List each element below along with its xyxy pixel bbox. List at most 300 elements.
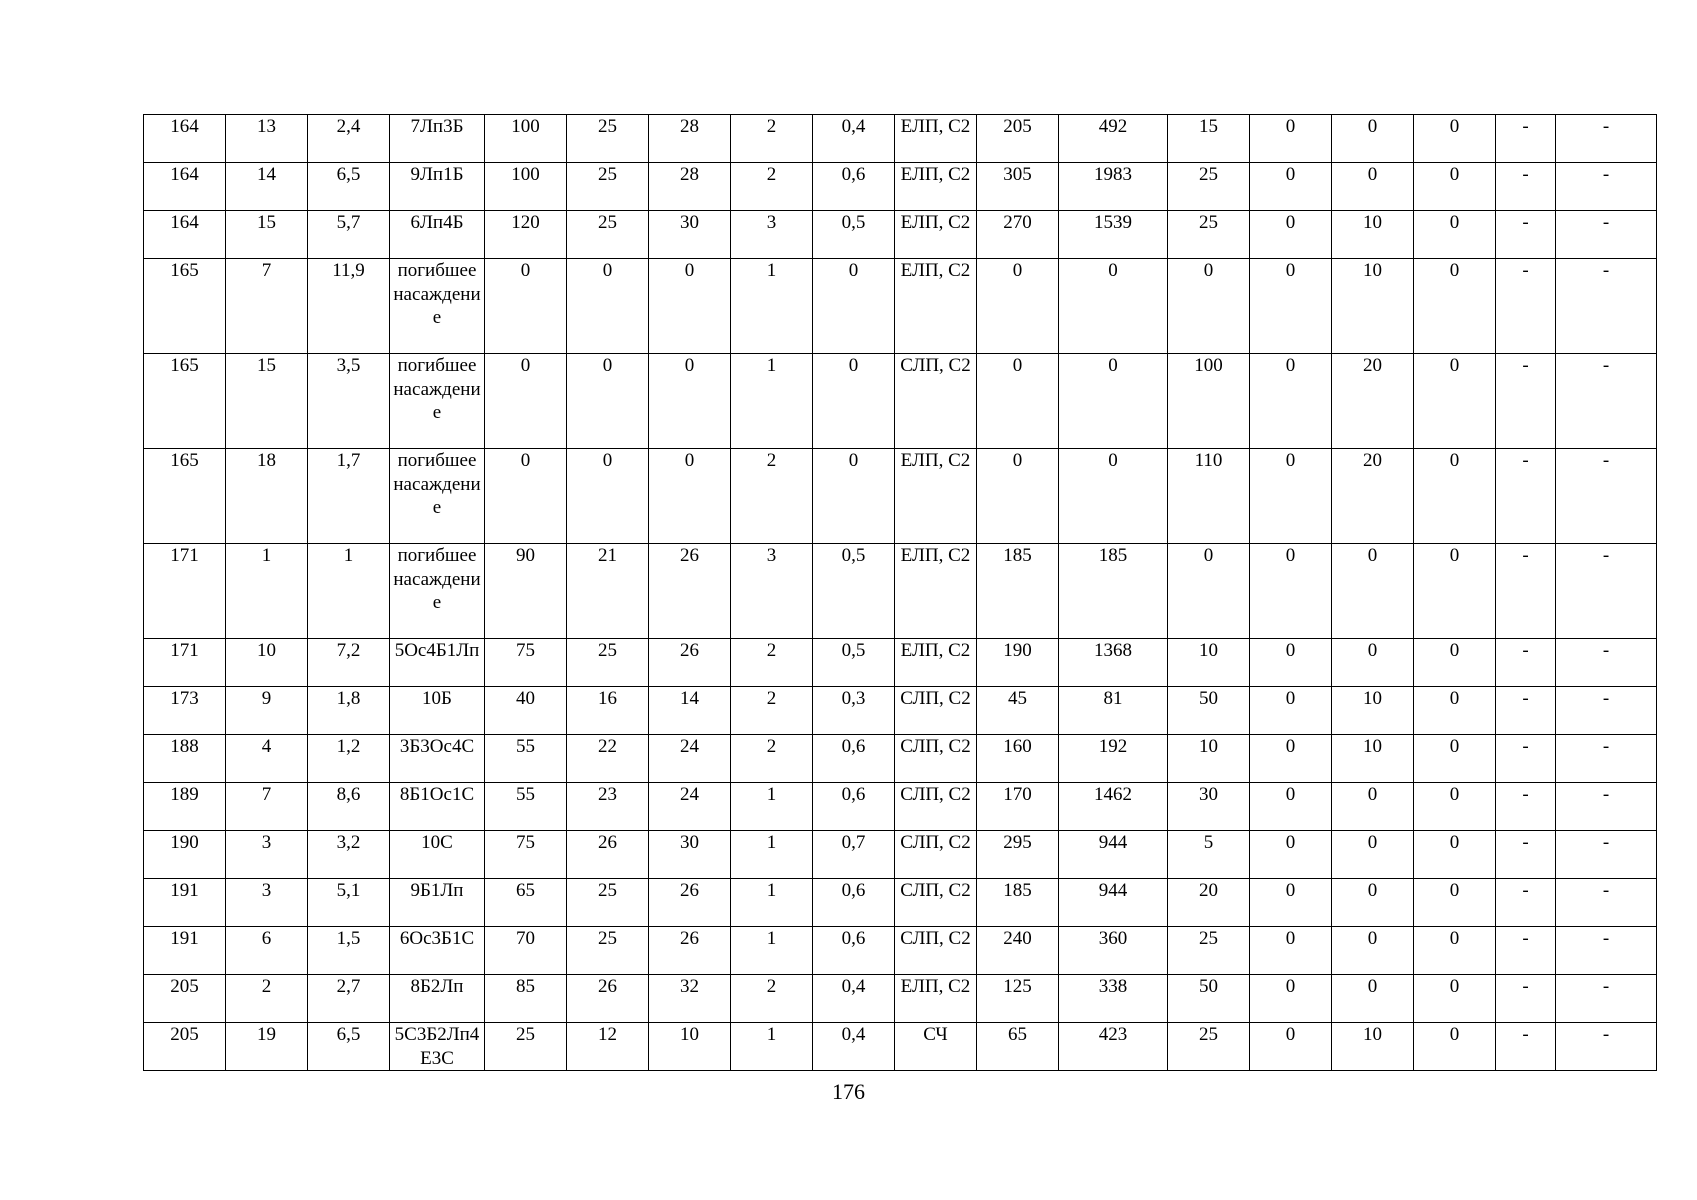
table-cell: 15 [1168,115,1250,163]
table-cell: 70 [485,927,567,975]
table-cell: погибшее насаждение [390,259,485,354]
table-row [144,354,1657,449]
table-cell: 3 [731,211,813,259]
table-cell: 120 [485,211,567,259]
table-cell: 0 [1059,354,1168,449]
table-cell: 23 [567,783,649,831]
table-row [144,687,1657,735]
table-cell: 0 [813,449,895,544]
table-cell: - [1496,1023,1556,1071]
table-cell: 55 [485,735,567,783]
table-cell: - [1496,354,1556,449]
table-cell: 185 [977,879,1059,927]
table-cell: 4 [226,735,308,783]
table-cell: СЛП, С2 [895,783,977,831]
table-cell: 0 [1414,354,1496,449]
table-cell: 125 [977,975,1059,1023]
table-cell: - [1556,115,1657,163]
table-cell: 944 [1059,879,1168,927]
table-cell: ЕЛП, С2 [895,211,977,259]
table-cell: 0 [1332,831,1414,879]
table-cell: 25 [567,115,649,163]
table-cell: 15 [226,211,308,259]
table-cell: 10Б [390,687,485,735]
table-cell: - [1496,115,1556,163]
table-cell: 1,2 [308,735,390,783]
table-cell: 0 [649,449,731,544]
table-cell: 1 [731,1023,813,1071]
table-cell: 3,5 [308,354,390,449]
table-cell: 1368 [1059,639,1168,687]
table-row [144,639,1657,687]
table-cell: - [1496,975,1556,1023]
table-cell: 6,5 [308,1023,390,1071]
table-cell: СЛП, С2 [895,687,977,735]
table-cell: 0 [649,259,731,354]
table-cell: 1 [731,783,813,831]
table-cell: 6Ос3Б1С [390,927,485,975]
table-cell: погибшее насаждение [390,449,485,544]
table-cell: 10 [1168,735,1250,783]
table-cell: 0 [1168,544,1250,639]
table-cell: 0 [1059,259,1168,354]
table-cell: 164 [144,115,226,163]
table-cell: 1462 [1059,783,1168,831]
table-cell: - [1556,1023,1657,1071]
table-cell: - [1556,831,1657,879]
table-cell: 0 [1414,975,1496,1023]
table-cell: 0 [1250,211,1332,259]
table-cell: 26 [567,831,649,879]
table-cell: СЛП, С2 [895,354,977,449]
table-row [144,1023,1657,1071]
table-cell: 189 [144,783,226,831]
table-cell: СЛП, С2 [895,831,977,879]
table-cell: 40 [485,687,567,735]
table-cell: 0 [1332,163,1414,211]
table-cell: ЕЛП, С2 [895,449,977,544]
table-row [144,975,1657,1023]
table-cell: - [1556,259,1657,354]
table-cell: 21 [567,544,649,639]
table-cell: 6 [226,927,308,975]
table-cell: 1 [226,544,308,639]
table-cell: 5 [1168,831,1250,879]
table-cell: 9Лп1Б [390,163,485,211]
table-row [144,544,1657,639]
table-cell: 0 [1250,259,1332,354]
table-cell: СЛП, С2 [895,879,977,927]
table-cell: - [1556,449,1657,544]
table-cell: 2,4 [308,115,390,163]
table-cell: - [1556,163,1657,211]
table-cell: - [1496,783,1556,831]
table-cell: 0,4 [813,975,895,1023]
table-cell: 10 [1168,639,1250,687]
table-cell: 75 [485,831,567,879]
table-cell: 492 [1059,115,1168,163]
table-cell: 6Лп4Б [390,211,485,259]
table-cell: 0 [1250,975,1332,1023]
table-cell: 85 [485,975,567,1023]
table-cell: 0 [1250,163,1332,211]
table-cell: - [1496,831,1556,879]
table-cell: 0,6 [813,927,895,975]
table-cell: 0,6 [813,163,895,211]
table-cell: 0 [1414,783,1496,831]
table-cell: - [1496,687,1556,735]
table-cell: - [1496,639,1556,687]
table-cell: 0,6 [813,735,895,783]
table-cell: 1 [731,927,813,975]
table-cell: 205 [144,975,226,1023]
table-cell: ЕЛП, С2 [895,975,977,1023]
table-cell: 3 [226,879,308,927]
table-cell: 28 [649,115,731,163]
table-body [144,115,1657,1071]
table-cell: 10С [390,831,485,879]
table-cell: 50 [1168,687,1250,735]
table-cell: 90 [485,544,567,639]
table-cell: 19 [226,1023,308,1071]
table-cell: 0 [567,354,649,449]
table-cell: 0 [813,259,895,354]
table-cell: 0 [1414,735,1496,783]
table-row [144,927,1657,975]
table-cell: ЕЛП, С2 [895,544,977,639]
table-cell: 5,7 [308,211,390,259]
data-table [143,114,1657,1071]
table-cell: 30 [649,831,731,879]
table-cell: 24 [649,783,731,831]
table-cell: - [1496,211,1556,259]
table-cell: 190 [977,639,1059,687]
table-cell: 0 [567,449,649,544]
table-row [144,735,1657,783]
table-cell: 65 [977,1023,1059,1071]
table-cell: 191 [144,879,226,927]
table-cell: 15 [226,354,308,449]
table-cell: СЛП, С2 [895,927,977,975]
table-cell: погибшее насаждение [390,354,485,449]
table-cell: 14 [649,687,731,735]
table-cell: 0 [977,354,1059,449]
table-cell: - [1556,783,1657,831]
table-cell: 100 [485,115,567,163]
table-cell: 0 [1414,449,1496,544]
table-cell: - [1556,354,1657,449]
table-cell: 0 [1250,449,1332,544]
table-cell: 0 [977,259,1059,354]
table-cell: 0 [567,259,649,354]
table-cell: 185 [977,544,1059,639]
table-cell: 165 [144,449,226,544]
table-cell: 25 [1168,163,1250,211]
table-cell: 0 [1059,449,1168,544]
table-cell: 10 [226,639,308,687]
table-cell: 205 [144,1023,226,1071]
table-cell: 50 [1168,975,1250,1023]
table-cell: 0,6 [813,783,895,831]
table-cell: ЕЛП, С2 [895,163,977,211]
table-cell: 2 [731,163,813,211]
table-cell: - [1556,975,1657,1023]
table-cell: 0,5 [813,639,895,687]
table-cell: 0 [1332,879,1414,927]
table-cell: 305 [977,163,1059,211]
table-cell: 191 [144,927,226,975]
table-cell: 65 [485,879,567,927]
table-cell: - [1556,544,1657,639]
table-cell: 24 [649,735,731,783]
table-cell: 185 [1059,544,1168,639]
table-cell: - [1496,163,1556,211]
table-row [144,783,1657,831]
table-cell: 2 [731,115,813,163]
table-cell: 1 [731,831,813,879]
table-cell: - [1496,259,1556,354]
table-cell: - [1496,449,1556,544]
table-cell: 0 [1250,687,1332,735]
table-cell: - [1556,735,1657,783]
table-cell: 0 [1414,259,1496,354]
table-cell: 25 [1168,1023,1250,1071]
table-cell: 7 [226,259,308,354]
table-cell: 1539 [1059,211,1168,259]
table-row [144,259,1657,354]
table-cell: 173 [144,687,226,735]
table-cell: 100 [485,163,567,211]
table-cell: 2 [731,735,813,783]
table-cell: 0 [1250,879,1332,927]
table-cell: 26 [649,879,731,927]
table-row [144,831,1657,879]
table-cell: - [1556,879,1657,927]
table-cell: 0,3 [813,687,895,735]
table-cell: 75 [485,639,567,687]
table-row [144,879,1657,927]
table-cell: 10 [1332,735,1414,783]
table-cell: 3 [226,831,308,879]
table-cell: 0 [1250,831,1332,879]
table-cell: 0 [1250,735,1332,783]
table-cell: 0 [1414,927,1496,975]
table-cell: 30 [649,211,731,259]
table-cell: 13 [226,115,308,163]
table-cell: - [1496,927,1556,975]
table-cell: 171 [144,639,226,687]
table-cell: 26 [649,544,731,639]
table-cell: - [1556,639,1657,687]
table-cell: 190 [144,831,226,879]
table-cell: - [1496,735,1556,783]
table-cell: 32 [649,975,731,1023]
table-row [144,449,1657,544]
table-cell: 0,4 [813,1023,895,1071]
table-cell: 10 [1332,259,1414,354]
table-cell: 0,7 [813,831,895,879]
table-cell: ЕЛП, С2 [895,259,977,354]
table-cell: 45 [977,687,1059,735]
table-cell: 55 [485,783,567,831]
table-cell: 5Ос4Б1Лп [390,639,485,687]
table-cell: 160 [977,735,1059,783]
table-cell: 100 [1168,354,1250,449]
table-cell: 171 [144,544,226,639]
table-cell: 110 [1168,449,1250,544]
table-cell: 10 [1332,211,1414,259]
table-cell: 3Б3Ос4С [390,735,485,783]
table-cell: 0,5 [813,544,895,639]
table-cell: - [1556,927,1657,975]
table-cell: 25 [567,927,649,975]
table-cell: 12 [567,1023,649,1071]
table-cell: 164 [144,211,226,259]
table-cell: 16 [567,687,649,735]
table-cell: 1,8 [308,687,390,735]
table-cell: 11,9 [308,259,390,354]
table-cell: 0 [1414,115,1496,163]
table-cell: 165 [144,354,226,449]
table-cell: 8Б2Лп [390,975,485,1023]
table-cell: 423 [1059,1023,1168,1071]
table-cell: 1 [731,354,813,449]
table-cell: 7 [226,783,308,831]
table-cell: 0 [1414,687,1496,735]
table-cell: 25 [1168,211,1250,259]
table-cell: 0 [1414,211,1496,259]
table-cell: СЛП, С2 [895,735,977,783]
table-cell: 0,4 [813,115,895,163]
table-cell: 0 [1332,783,1414,831]
table-cell: 14 [226,163,308,211]
table-cell: 1,5 [308,927,390,975]
table-cell: 205 [977,115,1059,163]
table-cell: 25 [567,879,649,927]
table-cell: погибшее насаждение [390,544,485,639]
table-row [144,163,1657,211]
table-cell: 25 [567,163,649,211]
table-cell: 0,6 [813,879,895,927]
table-cell: 5,1 [308,879,390,927]
table-cell: 0 [1168,259,1250,354]
table-cell: 0,5 [813,211,895,259]
table-cell: 0 [1250,783,1332,831]
table-cell: 10 [1332,687,1414,735]
table-cell: 0 [1250,639,1332,687]
table-cell: 20 [1332,449,1414,544]
table-cell: 26 [567,975,649,1023]
table-cell: 5С3Б2Лп4Е3С [390,1023,485,1071]
table-cell: 1983 [1059,163,1168,211]
table-cell: 0 [1250,544,1332,639]
table-cell: 26 [649,639,731,687]
table-cell: 1,7 [308,449,390,544]
table-cell: 0 [1332,639,1414,687]
table-cell: 10 [649,1023,731,1071]
table-cell: 7Лп3Б [390,115,485,163]
table-cell: 1 [731,259,813,354]
table-cell: 2,7 [308,975,390,1023]
table-cell: 6,5 [308,163,390,211]
table-cell: 0 [1414,639,1496,687]
table-cell: 28 [649,163,731,211]
table-cell: 20 [1332,354,1414,449]
table-row [144,115,1657,163]
table-cell: - [1496,544,1556,639]
table-cell: 295 [977,831,1059,879]
table-cell: 338 [1059,975,1168,1023]
table-cell: 3,2 [308,831,390,879]
table-cell: 8,6 [308,783,390,831]
table-cell: 25 [567,639,649,687]
table-cell: 9Б1Лп [390,879,485,927]
table-cell: 10 [1332,1023,1414,1071]
table-cell: ЕЛП, С2 [895,639,977,687]
table-cell: 2 [731,639,813,687]
table-cell: 2 [226,975,308,1023]
table-cell: 0 [1414,879,1496,927]
table-cell: 0 [1414,163,1496,211]
table-cell: 164 [144,163,226,211]
table-cell: 1 [308,544,390,639]
table-cell: - [1496,879,1556,927]
table-cell: 25 [567,211,649,259]
table-cell: 0 [1332,975,1414,1023]
table-cell: 30 [1168,783,1250,831]
table-cell: 0 [1332,927,1414,975]
table-cell: 81 [1059,687,1168,735]
table-cell: 0 [1250,1023,1332,1071]
table-cell: 1 [731,879,813,927]
table-cell: 240 [977,927,1059,975]
table-cell: 2 [731,687,813,735]
table-cell: 9 [226,687,308,735]
table-cell: 0 [1332,115,1414,163]
table-cell: 8Б1Ос1С [390,783,485,831]
table-cell: 192 [1059,735,1168,783]
table-cell: ЕЛП, С2 [895,115,977,163]
table-cell: 360 [1059,927,1168,975]
table-cell: 0 [1414,1023,1496,1071]
table-cell: 0 [977,449,1059,544]
page-number: 176 [832,1079,865,1104]
table-cell: 26 [649,927,731,975]
table-cell: 0 [485,354,567,449]
table-cell: 0 [1250,115,1332,163]
table-cell: 2 [731,449,813,544]
table-cell: - [1556,211,1657,259]
table-cell: 0 [1414,544,1496,639]
table-cell: 0 [813,354,895,449]
table-cell: 0 [1414,831,1496,879]
table-cell: 0 [485,449,567,544]
table-cell: 2 [731,975,813,1023]
table-cell: СЧ [895,1023,977,1071]
table-cell: 25 [485,1023,567,1071]
table-row [144,211,1657,259]
table-cell: 188 [144,735,226,783]
table-cell: 0 [1332,544,1414,639]
table-cell: 22 [567,735,649,783]
table-cell: 170 [977,783,1059,831]
table-cell: 0 [649,354,731,449]
table-cell: 0 [1250,927,1332,975]
table-cell: 20 [1168,879,1250,927]
table-cell: 165 [144,259,226,354]
table-cell: 270 [977,211,1059,259]
table-cell: 3 [731,544,813,639]
